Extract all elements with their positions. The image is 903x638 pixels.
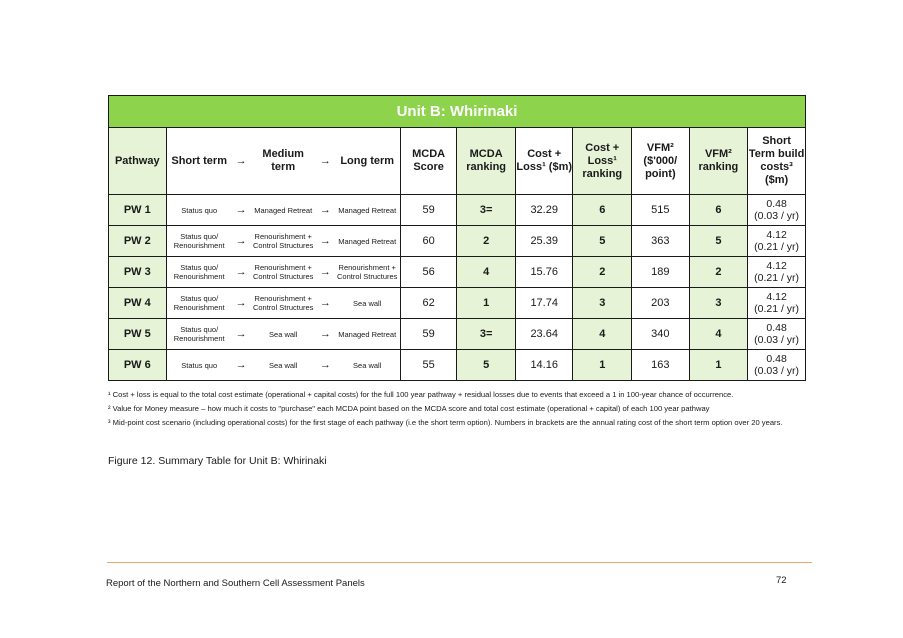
build-cost-annual: (0.21 / yr)	[754, 303, 800, 315]
long-term-cell: Sea wall	[335, 288, 401, 319]
mcda-score-cell: 62	[400, 288, 457, 319]
pathway-cell: PW 4	[109, 288, 167, 319]
mcda-score-cell: 60	[400, 226, 457, 257]
header-cost-loss: Cost + Loss¹ ($m)	[515, 128, 573, 195]
arrow-icon: →	[232, 226, 251, 257]
short-term-cell: Status quo/ Renourishment	[166, 319, 232, 350]
mcda-ranking-cell: 3=	[457, 319, 516, 350]
long-term-cell: Sea wall	[335, 350, 401, 381]
long-term-cell: Managed Retreat	[335, 319, 401, 350]
short-term-cell: Status quo/ Renourishment	[166, 288, 232, 319]
footnote-1: ¹ Cost + loss is equal to the total cost estimate (operational + capital costs) for the full 100 year pathway + residual losses due to events that exceed a 1 in 100-year chance of occurrence.	[108, 390, 734, 399]
header-short-term-build-costs: Short Term build costs³ ($m)	[748, 128, 806, 195]
long-term-cell: Managed Retreat	[335, 195, 401, 226]
build-cost-value: 4.12	[766, 260, 787, 272]
table-header-row	[109, 128, 806, 195]
mcda-ranking-cell: 5	[457, 350, 516, 381]
header-vfm-ranking: VFM² ranking	[689, 128, 748, 195]
cost-loss-cell: 17.74	[515, 288, 573, 319]
cost-loss-cell: 14.16	[515, 350, 573, 381]
cost-loss-ranking-cell: 1	[573, 350, 632, 381]
vfm-cell: 515	[632, 195, 690, 226]
vfm-cell: 340	[632, 319, 690, 350]
medium-term-cell: Managed Retreat	[250, 195, 316, 226]
arrow-icon: →	[232, 319, 251, 350]
table-title: Unit B: Whirinaki	[109, 96, 806, 128]
figure-caption: Figure 12. Summary Table for Unit B: Whirinaki	[108, 455, 327, 467]
arrow-icon: →	[316, 319, 335, 350]
footer-rule	[107, 562, 812, 563]
table-row	[109, 319, 806, 350]
long-term-cell: Renourishment + Control Structures	[335, 257, 401, 288]
table-row	[109, 195, 806, 226]
vfm-ranking-cell: 4	[689, 319, 748, 350]
table-row	[109, 288, 806, 319]
arrow-icon: →	[232, 288, 251, 319]
mcda-score-cell: 56	[400, 257, 457, 288]
mcda-score-cell: 59	[400, 195, 457, 226]
short-term-build-costs-cell	[748, 319, 806, 350]
build-cost-value: 0.48	[766, 198, 787, 210]
pathway-cell: PW 5	[109, 319, 167, 350]
vfm-ranking-cell: 2	[689, 257, 748, 288]
summary-table	[108, 95, 806, 381]
header-long-term: Long term	[335, 128, 401, 195]
cost-loss-cell: 15.76	[515, 257, 573, 288]
short-term-build-costs-cell	[748, 288, 806, 319]
cost-loss-ranking-cell: 3	[573, 288, 632, 319]
cost-loss-ranking-cell: 4	[573, 319, 632, 350]
arrow-icon: →	[316, 350, 335, 381]
arrow-icon: →	[232, 195, 251, 226]
arrow-icon: →	[232, 350, 251, 381]
vfm-ranking-cell: 6	[689, 195, 748, 226]
mcda-ranking-cell: 2	[457, 226, 516, 257]
build-cost-value: 4.12	[766, 291, 787, 303]
mcda-score-cell: 59	[400, 319, 457, 350]
vfm-ranking-cell: 5	[689, 226, 748, 257]
build-cost-annual: (0.03 / yr)	[754, 334, 800, 346]
header-medium-term: Medium term	[250, 128, 316, 195]
cost-loss-ranking-cell: 5	[573, 226, 632, 257]
mcda-score-cell: 55	[400, 350, 457, 381]
arrow-icon: →	[316, 195, 335, 226]
arrow-icon: →	[232, 128, 251, 195]
cost-loss-ranking-cell: 6	[573, 195, 632, 226]
medium-term-cell: Renourishment + Control Structures	[250, 257, 316, 288]
arrow-icon: →	[316, 226, 335, 257]
pathway-cell: PW 2	[109, 226, 167, 257]
vfm-cell: 163	[632, 350, 690, 381]
vfm-cell: 363	[632, 226, 690, 257]
cost-loss-cell: 25.39	[515, 226, 573, 257]
footnote-3: ³ Mid-point cost scenario (including operational costs) for the first stage of each pathway (i.e the short term option). Numbers in brackets are the annual rating cost of the short term option over 20 years.	[108, 418, 783, 427]
arrow-icon: →	[316, 288, 335, 319]
page-number: 72	[776, 575, 787, 586]
short-term-build-costs-cell	[748, 195, 806, 226]
short-term-cell: Status quo/ Renourishment	[166, 257, 232, 288]
table-row	[109, 257, 806, 288]
arrow-icon: →	[316, 257, 335, 288]
build-cost-value: 4.12	[766, 229, 787, 241]
short-term-cell: Status quo/ Renourishment	[166, 226, 232, 257]
cost-loss-ranking-cell: 2	[573, 257, 632, 288]
arrow-icon: →	[316, 128, 335, 195]
header-pathway: Pathway	[109, 128, 167, 195]
short-term-cell: Status quo	[166, 195, 232, 226]
header-vfm: VFM² ($'000/ point)	[632, 128, 690, 195]
vfm-cell: 189	[632, 257, 690, 288]
cost-loss-cell: 23.64	[515, 319, 573, 350]
header-cost-loss-ranking: Cost + Loss¹ ranking	[573, 128, 632, 195]
build-cost-value: 0.48	[766, 353, 787, 365]
header-mcda-ranking: MCDA ranking	[457, 128, 516, 195]
vfm-ranking-cell: 3	[689, 288, 748, 319]
build-cost-annual: (0.03 / yr)	[754, 365, 800, 377]
build-cost-annual: (0.21 / yr)	[754, 241, 800, 253]
short-term-build-costs-cell	[748, 257, 806, 288]
header-short-term: Short term	[166, 128, 232, 195]
build-cost-annual: (0.03 / yr)	[754, 210, 800, 222]
arrow-icon: →	[232, 257, 251, 288]
medium-term-cell: Sea wall	[250, 350, 316, 381]
cost-loss-cell: 32.29	[515, 195, 573, 226]
build-cost-value: 0.48	[766, 322, 787, 334]
pathway-cell: PW 1	[109, 195, 167, 226]
table-row	[109, 350, 806, 381]
medium-term-cell: Renourishment + Control Structures	[250, 226, 316, 257]
medium-term-cell: Renourishment + Control Structures	[250, 288, 316, 319]
short-term-cell: Status quo	[166, 350, 232, 381]
medium-term-cell: Sea wall	[250, 319, 316, 350]
report-title: Report of the Northern and Southern Cell Assessment Panels	[106, 578, 365, 589]
short-term-build-costs-cell	[748, 350, 806, 381]
long-term-cell: Managed Retreat	[335, 226, 401, 257]
mcda-ranking-cell: 1	[457, 288, 516, 319]
mcda-ranking-cell: 4	[457, 257, 516, 288]
pathway-cell: PW 3	[109, 257, 167, 288]
table-row	[109, 226, 806, 257]
build-cost-annual: (0.21 / yr)	[754, 272, 800, 284]
mcda-ranking-cell: 3=	[457, 195, 516, 226]
pathway-cell: PW 6	[109, 350, 167, 381]
vfm-ranking-cell: 1	[689, 350, 748, 381]
header-mcda-score: MCDA Score	[400, 128, 457, 195]
short-term-build-costs-cell	[748, 226, 806, 257]
vfm-cell: 203	[632, 288, 690, 319]
footnote-2: ² Value for Money measure – how much it costs to "purchase" each MCDA point based on the MCDA score and total cost estimate (operational + capital) of each 100 year pathway	[108, 404, 710, 413]
